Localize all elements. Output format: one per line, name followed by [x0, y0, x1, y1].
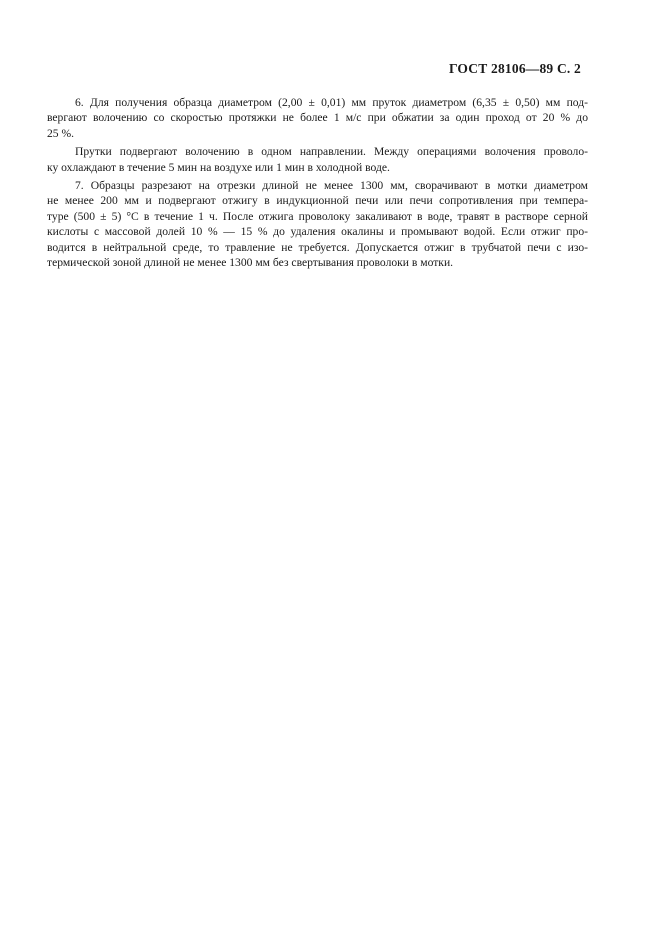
page-header: ГОСТ 28106—89 С. 2: [448, 61, 581, 76]
text-line: 6. Для получения образца диаметром (2,00 ± 0,01) мм пруток диаметром (6,35 ± 0,50) мм под-: [75, 96, 588, 109]
paragraph-item-6: [47, 95, 588, 141]
text-line: водится в нейтральной среде, то травление не требуется. Допускается отжиг в трубчатой печи с изо-: [47, 240, 588, 254]
text-line: ку охлаждают в течение 5 мин на воздухе или 1 мин в холодной воде.: [47, 160, 390, 174]
text-line: не менее 200 мм и подвергают отжигу в индукционной печи или печи сопротивления при темпера-: [47, 194, 588, 208]
text-line: вергают волочению со скоростью протяжки не более 1 м/с при обжатии за один проход от 20 % до: [47, 111, 588, 125]
paragraph-drawing-note: [47, 144, 588, 175]
paragraph-item-7: [47, 178, 588, 270]
text-line: туре (500 ± 5) °С в течение 1 ч. После отжига проволоку закаливают в воде, травят в растворе серной: [47, 209, 588, 223]
text-line: 7. Образцы разрезают на отрезки длиной не менее 1300 мм, сворачивают в мотки диаметром: [75, 178, 588, 192]
text-line: термической зоной длиной не менее 1300 мм без свертывания проволоки в мотки.: [47, 255, 454, 269]
text-line: кислоты с массовой долей 10 % — 15 % до удаления окалины и промывают водой. Если отжиг про-: [47, 225, 588, 239]
document-body: [47, 95, 588, 273]
text-line: 25 %.: [47, 126, 75, 140]
text-line: Прутки подвергают волочению в одном направлении. Между операциями волочения проволо-: [75, 145, 588, 159]
